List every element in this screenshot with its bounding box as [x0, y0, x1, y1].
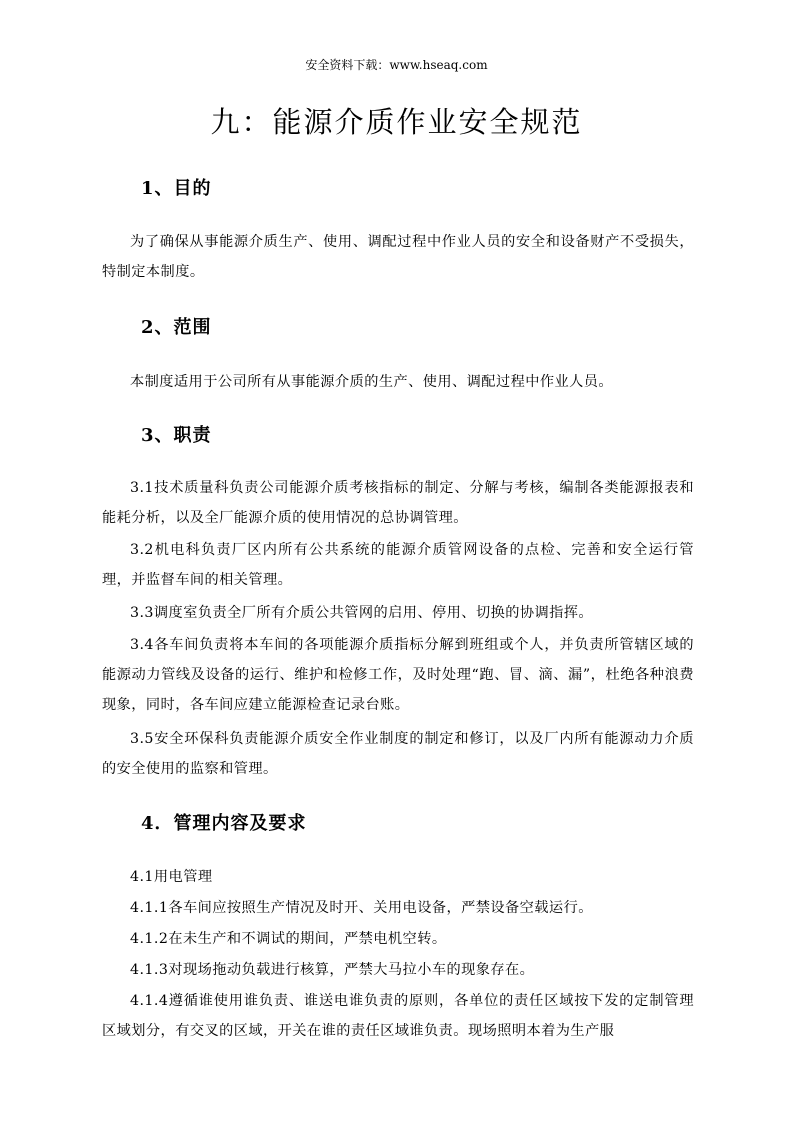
- paragraph-4-1-4: 4.1.4遵循谁使用谁负责、谁送电谁负责的原则，各单位的责任区域按下发的定制管理区域划分，有交叉的区域，开关在谁的责任区域谁负责。现场照明本着为生产服: [102, 993, 694, 1039]
- section-heading-responsibilities: 3、职责: [141, 425, 212, 446]
- paragraph-responsibility-3-4: 3.4各车间负责将本车间的各项能源介质指标分解到班组或个人，并负责所管辖区域的能源动力管线及设备的运行、维护和检修工作，及时处理“跑、冒、滴、漏”，杜绝各种浪费现象，同时，各车间应建立能源检查记录台账。: [102, 637, 694, 713]
- section-heading-scope: 2、范围: [141, 317, 212, 338]
- section-heading-purpose: 1、目的: [141, 178, 212, 199]
- paragraph-responsibility-3-5: 3.5安全环保科负责能源介质安全作业制度的制定和修订，以及厂内所有能源动力介质的安全使用的监察和管理。: [102, 731, 694, 777]
- paragraph-responsibility-3-2: 3.2机电科负责厂区内所有公共系统的能源介质管网设备的点检、完善和安全运行管理，并监督车间的相关管理。: [102, 542, 694, 588]
- paragraph-responsibility-3-3: 3.3调度室负责全厂所有介质公共管网的启用、停用、切换的协调指挥。: [130, 605, 594, 621]
- document-title: 九：能源介质作业安全规范: [210, 105, 583, 139]
- paragraph-purpose: 为了确保从事能源介质生产、使用、调配过程中作业人员的安全和设备财产不受损失，特制定本制度。: [102, 234, 694, 280]
- section-heading-management: 4．管理内容及要求: [141, 813, 307, 834]
- paragraph-4-1-2: 4.1.2在未生产和不调试的期间，严禁电机空转。: [130, 931, 447, 947]
- paragraph-4-1-3: 4.1.3对现场拖动负载进行核算，严禁大马拉小车的现象存在。: [130, 962, 535, 978]
- paragraph-scope: 本制度适用于公司所有从事能源介质的生产、使用、调配过程中作业人员。: [130, 374, 614, 390]
- paragraph-4-1: 4.1用电管理: [130, 869, 213, 885]
- paragraph-4-1-1: 4.1.1各车间应按照生产情况及时开、关用电设备，严禁设备空载运行。: [130, 900, 593, 916]
- paragraph-responsibility-3-1: 3.1技术质量科负责公司能源介质考核指标的制定、分解与考核，编制各类能源报表和能耗分析，以及全厂能源介质的使用情况的总协调管理。: [102, 480, 694, 526]
- page-header: 安全资料下载：www.hseaq.com: [305, 58, 488, 72]
